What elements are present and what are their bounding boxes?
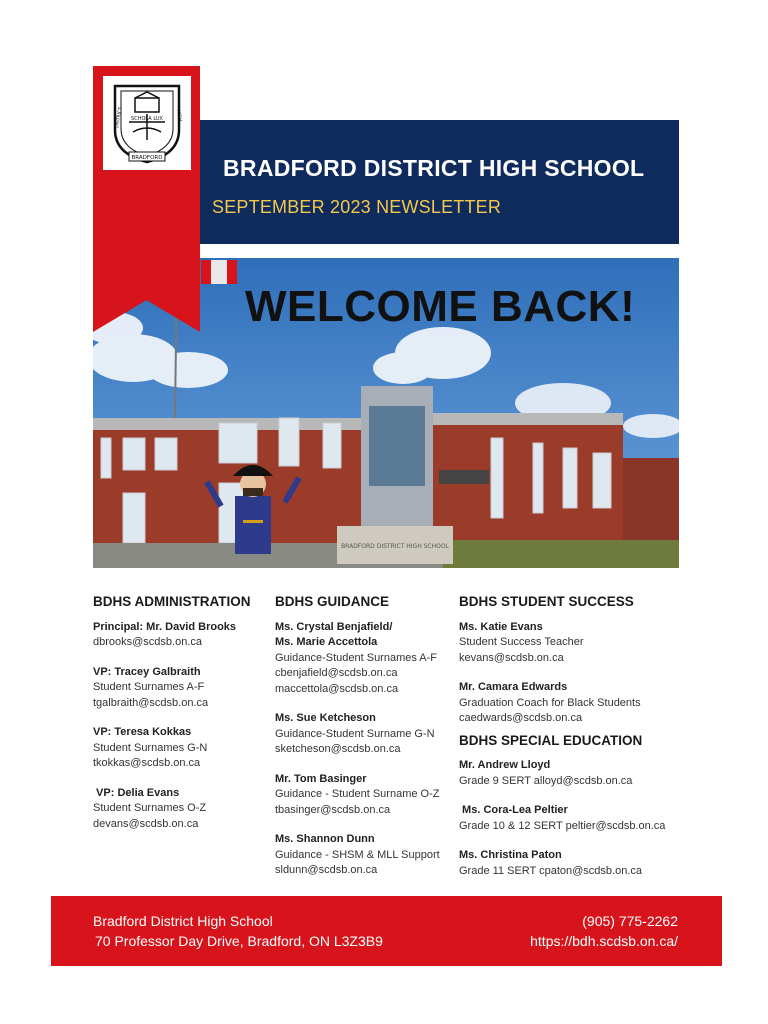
- administration-section: [93, 594, 263, 846]
- staff-role: Guidance - SHSM & MLL Support: [275, 848, 440, 861]
- staff-role-email[interactable]: Grade 11 SERT cpaton@scdsb.on.ca: [459, 864, 642, 877]
- staff-role: Student Surnames O-Z: [93, 802, 207, 814]
- staff-entry: [459, 620, 674, 667]
- staff-name: Ms. Katie Evans: [459, 620, 543, 633]
- staff-entry: [275, 620, 450, 698]
- header-banner: [200, 120, 679, 244]
- staff-email[interactable]: cbenjafield@scdsb.on.ca: [275, 667, 398, 679]
- crest-right-text: HIGH: [175, 109, 182, 122]
- staff-entry: [275, 772, 450, 819]
- staff-role: Student Success Teacher: [459, 636, 584, 648]
- staff-email[interactable]: sketcheson@scdsb.on.ca: [275, 743, 401, 755]
- staff-entry: [275, 711, 450, 758]
- staff-name: VP: Tracey Galbraith: [93, 665, 201, 678]
- staff-email[interactable]: devans@scdsb.on.ca: [93, 817, 199, 830]
- staff-entry: [93, 620, 263, 651]
- crest-bottom-text: BRADFORD: [131, 155, 163, 161]
- crest-icon: [107, 80, 187, 166]
- staff-entry: [93, 786, 263, 833]
- staff-role: Guidance - Student Surname O-Z: [275, 788, 440, 800]
- staff-email[interactable]: caedwards@scdsb.on.ca: [459, 712, 583, 724]
- guidance-heading: BDHS GUIDANCE: [275, 594, 390, 609]
- staff-role: Student Surnames G-N: [93, 741, 208, 754]
- staff-name: VP: Teresa Kokkas: [93, 726, 192, 738]
- staff-entry: [93, 725, 263, 772]
- footer-bar: [51, 896, 722, 966]
- staff-email[interactable]: kevans@scdsb.on.ca: [459, 651, 564, 664]
- staff-role: Guidance-Student Surnames A-F: [275, 651, 438, 664]
- staff-email[interactable]: dbrooks@scdsb.on.ca: [93, 636, 203, 648]
- staff-name: Ms. Crystal Benjafield/: [275, 620, 393, 633]
- staff-name: Mr. Tom Basinger: [275, 772, 367, 785]
- school-crest-logo: [103, 76, 191, 170]
- staff-role-email[interactable]: Grade 10 & 12 SERT peltier@scdsb.on.ca: [459, 819, 666, 832]
- staff-entry: [275, 832, 450, 879]
- newsletter-subtitle: SEPTEMBER 2023 NEWSLETTER: [212, 197, 502, 217]
- special-education-heading: BDHS SPECIAL EDUCATION: [459, 732, 643, 748]
- footer-school-name: Bradford District High School: [93, 913, 273, 929]
- administration-heading: BDHS ADMINISTRATION: [93, 594, 251, 609]
- staff-email[interactable]: tkokkas@scdsb.on.ca: [93, 757, 201, 769]
- staff-name: Mr. Andrew Lloyd: [459, 759, 551, 771]
- staff-email[interactable]: sldunn@scdsb.on.ca: [275, 864, 378, 876]
- building-sign-text: BRADFORD DISTRICT HIGH SCHOOL: [341, 543, 449, 550]
- staff-name: Mr. Camara Edwards: [459, 681, 568, 693]
- staff-role: Guidance-Student Surname G-N: [275, 727, 435, 740]
- guidance-section: [275, 594, 450, 893]
- staff-name: Ms. Shannon Dunn: [275, 833, 375, 845]
- staff-email[interactable]: maccettola@scdsb.on.ca: [275, 682, 399, 695]
- footer-website-link[interactable]: https://bdh.scdsb.on.ca/: [530, 933, 678, 949]
- staff-name: Ms. Christina Paton: [459, 849, 562, 861]
- staff-email[interactable]: tbasinger@scdsb.on.ca: [275, 803, 391, 816]
- staff-email[interactable]: tgalbraith@scdsb.on.ca: [93, 696, 209, 709]
- staff-entry: [459, 803, 674, 834]
- crest-left-text: DISTRICT: [115, 107, 124, 129]
- staff-name: Ms. Cora-Lea Peltier: [459, 804, 568, 816]
- staff-entry: [459, 758, 674, 789]
- student-success-heading: BDHS STUDENT SUCCESS: [459, 594, 634, 609]
- crest-motto: SCHOLA LUX: [131, 116, 163, 122]
- footer-phone[interactable]: (905) 775-2262: [582, 913, 678, 929]
- staff-entry: [459, 680, 674, 727]
- footer-address: 70 Professor Day Drive, Bradford, ON L3Z3B9: [95, 933, 383, 949]
- student-success-section: [459, 594, 674, 893]
- staff-name: VP: Delia Evans: [93, 786, 180, 799]
- staff-name: Ms. Marie Accettola: [275, 636, 378, 648]
- staff-entry: [459, 848, 674, 879]
- welcome-back-headline: WELCOME BACK!: [245, 282, 636, 331]
- staff-role: Student Surnames A-F: [93, 681, 205, 693]
- staff-name: Principal: Mr. David Brooks: [93, 620, 237, 633]
- staff-name: Ms. Sue Ketcheson: [275, 712, 376, 724]
- staff-role: Graduation Coach for Black Students: [459, 696, 641, 709]
- newsletter-title: BRADFORD DISTRICT HIGH SCHOOL: [223, 155, 645, 181]
- staff-role-email[interactable]: Grade 9 SERT alloyd@scdsb.on.ca: [459, 774, 633, 787]
- staff-entry: [93, 665, 263, 712]
